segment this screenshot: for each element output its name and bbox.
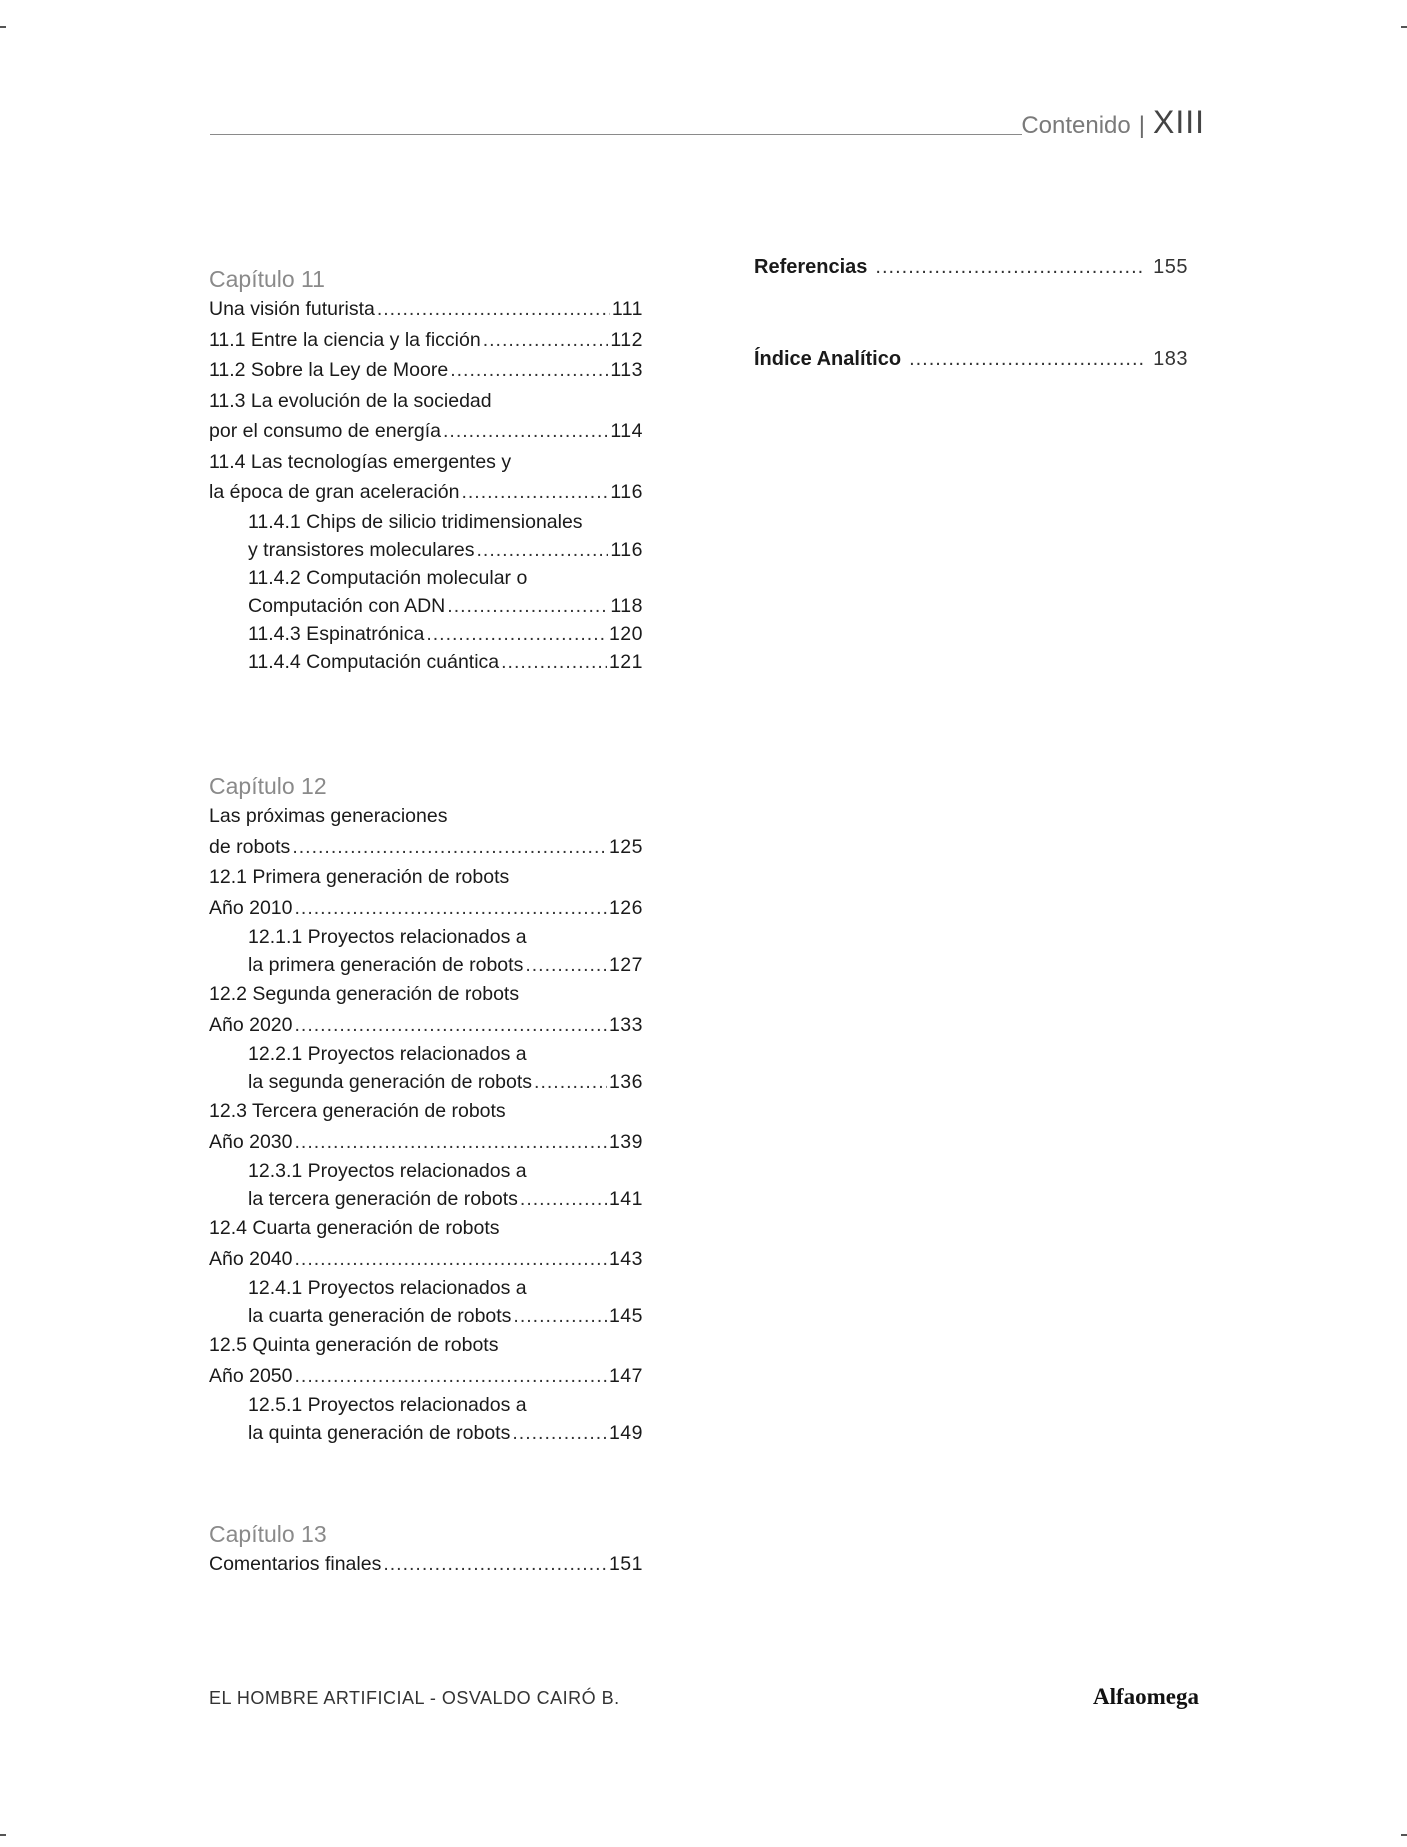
leader-dots [483, 325, 609, 356]
toc-entry-title: 11.1 Entre la ciencia y la ficción [209, 328, 481, 351]
toc-entry-title-line: 12.1 Primera generación de robots [209, 866, 510, 888]
toc-subentry[interactable] [209, 592, 643, 620]
leader-dots [295, 1361, 607, 1392]
toc-page-number: 141 [608, 1188, 643, 1210]
leader-dots [512, 1419, 607, 1447]
toc-page-number: 133 [608, 1013, 643, 1036]
toc-entry-references[interactable] [754, 256, 1188, 279]
toc-subentry-title-line: 11.4.2 Computación molecular o [248, 566, 528, 589]
toc-entry-title-line: 12.4 Cuarta generación de robots [209, 1217, 500, 1239]
toc-subentry[interactable] [209, 1068, 643, 1096]
toc-page-number: 126 [608, 896, 643, 919]
toc-entry-title: Referencias [754, 256, 868, 278]
toc-page-number: 112 [610, 328, 643, 351]
toc-entry-title: Comentarios finales [209, 1553, 382, 1575]
toc-entry[interactable] [209, 1127, 643, 1158]
header-section-title: Contenido [1021, 112, 1131, 139]
toc-page-number: 125 [608, 835, 643, 858]
toc-entry[interactable] [209, 1549, 643, 1580]
toc-entry[interactable] [209, 1010, 643, 1041]
header-separator: | [1138, 112, 1145, 139]
toc-entry[interactable] [209, 355, 643, 386]
toc-entry-title-line: 11.4 Las tecnologías emergentes y [209, 450, 512, 473]
toc-subentry[interactable] [209, 1419, 643, 1447]
crop-mark [1401, 26, 1407, 28]
toc-page-number: 116 [610, 538, 643, 561]
toc-subentry[interactable] [209, 1302, 643, 1330]
chapter-label: Capítulo 11 [209, 266, 325, 292]
toc-subentry-title-line: 12.1.1 Proyectos relacionados a [248, 926, 527, 948]
leader-dots [461, 477, 608, 508]
toc-entry-title-line: 11.3 La evolución de la sociedad [209, 389, 492, 412]
leader-dots [477, 536, 609, 564]
leader-dots [292, 832, 607, 863]
header-rule [210, 134, 1022, 135]
leader-dots [447, 592, 608, 620]
toc-page-number: 147 [608, 1364, 643, 1387]
toc-page-number: 151 [608, 1553, 643, 1575]
toc-entry-title: la quinta generación de robots [248, 1422, 511, 1444]
footer-book-title: EL HOMBRE ARTIFICIAL - OSVALDO CAIRÓ B. [209, 1688, 620, 1708]
toc-entry-title: Año 2050 [209, 1364, 293, 1387]
toc-page-number: 145 [608, 1305, 643, 1327]
toc-entry-title-line: 12.3 Tercera generación de robots [209, 1100, 506, 1122]
leader-dots [295, 1244, 607, 1275]
chapter-label: Capítulo 12 [209, 773, 327, 799]
toc-subentry-title-line: 12.4.1 Proyectos relacionados a [248, 1277, 527, 1299]
leader-dots [513, 1302, 607, 1330]
toc-entry-title-line: 12.5 Quinta generación de robots [209, 1334, 499, 1356]
header-page-number: XIII [1152, 104, 1205, 140]
chapter-label: Capítulo 13 [209, 1521, 327, 1547]
toc-subentry[interactable] [209, 536, 643, 564]
toc-page-number: 121 [608, 650, 643, 673]
leader-dots [383, 1549, 607, 1580]
chapter-13-block [209, 1517, 643, 1580]
leader-dots [443, 416, 608, 447]
footer-publisher-logo: Alfaomega [1092, 1684, 1199, 1709]
leader-dots [426, 620, 607, 648]
leader-dots [295, 1010, 607, 1041]
toc-subentry-title-line: 11.4.1 Chips de silicio tridimensionales [248, 510, 583, 533]
toc-entry-title: y transistores moleculares [248, 538, 475, 561]
toc-entry[interactable] [209, 294, 643, 325]
toc-subentry[interactable] [209, 648, 643, 676]
toc-page-number: 114 [610, 420, 643, 442]
toc-entry-title: por el consumo de energía [209, 420, 441, 442]
crop-mark [0, 26, 6, 28]
running-header [1021, 104, 1205, 141]
chapter-12-block [209, 769, 643, 1447]
toc-page-number: 111 [611, 298, 643, 320]
toc-page-number: 139 [608, 1130, 643, 1153]
toc-entry-title: la tercera generación de robots [248, 1188, 518, 1210]
leader-dots [450, 355, 608, 386]
toc-page-number: 136 [608, 1071, 643, 1093]
leader-dots [295, 1127, 607, 1158]
toc-page-number: 116 [610, 481, 643, 503]
toc-subentry[interactable] [209, 620, 643, 648]
toc-entry-title: 11.4.3 Espinatrónica [248, 622, 425, 645]
leader-dots [525, 951, 607, 979]
toc-entry-title: Una visión futurista [209, 298, 375, 320]
toc-entry-title: de robots [209, 835, 291, 858]
toc-entry[interactable] [209, 1361, 643, 1392]
toc-entry[interactable] [209, 416, 643, 447]
crop-mark [1401, 1834, 1407, 1836]
leader-dots [501, 648, 607, 676]
toc-entry-title: la cuarta generación de robots [248, 1305, 512, 1327]
toc-entry[interactable] [209, 832, 643, 863]
leader-dots [534, 1068, 607, 1096]
crop-mark [0, 1834, 6, 1836]
toc-entry-title: 11.4.4 Computación cuántica [248, 650, 500, 673]
toc-entry-title: 11.2 Sobre la Ley de Moore [209, 359, 449, 381]
leader-dots [377, 294, 610, 325]
toc-page-number: 183 [1153, 348, 1188, 370]
toc-entry-title: la segunda generación de robots [248, 1071, 533, 1093]
toc-entry-title: la primera generación de robots [248, 954, 524, 976]
toc-entry-index[interactable] [754, 348, 1188, 371]
toc-entry[interactable] [209, 477, 643, 508]
toc-page-number: 113 [610, 359, 643, 381]
toc-subentry-title-line: 12.2.1 Proyectos relacionados a [248, 1043, 527, 1065]
leader-dots [520, 1185, 607, 1213]
toc-page-number: 155 [1153, 256, 1188, 278]
toc-subentry-title-line: 12.3.1 Proyectos relacionados a [248, 1160, 527, 1182]
leader-dots [875, 256, 1145, 279]
toc-entry[interactable] [209, 1244, 643, 1275]
toc-entry-title: Índice Analítico [754, 348, 902, 370]
toc-entry-title-line: Las próximas generaciones [209, 805, 448, 827]
toc-page-number: 143 [608, 1247, 643, 1270]
toc-page-number: 118 [610, 594, 643, 617]
leader-dots [295, 893, 607, 924]
chapter-11-block [209, 262, 643, 676]
toc-entry-title: Año 2020 [209, 1013, 293, 1036]
toc-entry-title: Año 2010 [209, 896, 293, 919]
toc-entry-title: Año 2040 [209, 1247, 293, 1270]
toc-subentry[interactable] [209, 951, 643, 979]
toc-entry[interactable] [209, 325, 643, 356]
toc-subentry[interactable] [209, 1185, 643, 1213]
toc-entry-title: la época de gran aceleración [209, 481, 460, 503]
toc-page-number: 120 [608, 622, 643, 645]
toc-page-number: 127 [608, 954, 643, 976]
toc-entry-title: Computación con ADN [248, 594, 446, 617]
toc-entry-title-line: 12.2 Segunda generación de robots [209, 983, 520, 1005]
toc-page-number: 149 [608, 1422, 643, 1444]
toc-subentry-title-line: 12.5.1 Proyectos relacionados a [248, 1394, 527, 1416]
leader-dots [909, 348, 1145, 371]
toc-entry[interactable] [209, 893, 643, 924]
toc-entry-title: Año 2030 [209, 1130, 293, 1153]
